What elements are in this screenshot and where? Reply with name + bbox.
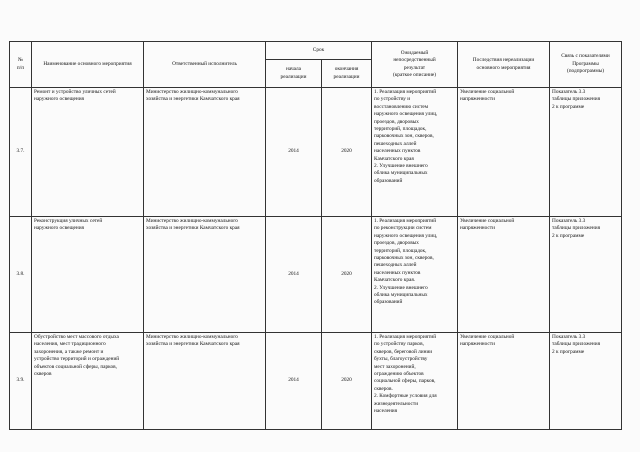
- row-consequence: Увеличение социальной напряженности: [458, 217, 550, 333]
- row-link: Показатель 3.3 таблицы приложения 2 к программе: [550, 333, 622, 430]
- row-start: 2014: [266, 333, 322, 430]
- row-consequence: Увеличение социальной напряженности: [458, 333, 550, 430]
- header-name: Наименование основного мероприятия: [32, 42, 144, 88]
- row-result: 1. Реализация мероприятий по устройству парков, скверов, береговой линии бухты, благоустройству мест захоронений, ограждению объектов социальной сферы, парков, скверов. 2. Комфортные условия для жизнедеятельности населения: [372, 333, 458, 430]
- row-name: Реконструкция уличных сетей наружного освещения: [32, 217, 144, 333]
- header-num: № п/п: [10, 42, 32, 88]
- row-link: Показатель 3.3 таблицы приложения 2 к программе: [550, 217, 622, 333]
- row-name: Обустройство мест массового отдыха населения, мест традиционного захоронения, а также ремонт и устройство территорий и ограждений объектов социальной сферы, парков, скверов: [32, 333, 144, 430]
- header-executor: Ответственный исполнитель: [144, 42, 266, 88]
- row-end: 2020: [322, 217, 372, 333]
- row-executor: Министерство жилищно-коммунального хозяйства и энергетики Камчатского края: [144, 333, 266, 430]
- row-start: 2014: [266, 88, 322, 217]
- row-result: 1. Реализация мероприятий по устройству и восстановлению систем наружного освещения улиц, проездов, дворовых территорий, площадок, парковочных зон, скверов, пешеходных аллей населенных пунктов Камчатского края 2. Улучшение внешнего облика муниципальных образований: [372, 88, 458, 217]
- header-end: окончания реализации: [322, 60, 372, 88]
- table-row: [10, 333, 622, 430]
- header-consequence: Последствия нереализации основного мероприятия: [458, 42, 550, 88]
- row-result: 1. Реализация мероприятий по реконструкции систем наружного освещения улиц, проездов, дворовых территорий, площадок, парковочных зон, скверов, пешеходных аллей населенных пунктов Камчатского края. 2. Улучшение внешнего облика муниципальных образований: [372, 217, 458, 333]
- row-name: Ремонт и устройство уличных сетей наружного освещения: [32, 88, 144, 217]
- row-consequence: Увеличение социальной напряженности: [458, 88, 550, 217]
- row-end: 2020: [322, 333, 372, 430]
- header-link: Связь с показателями Программы (подпрограммы): [550, 42, 622, 88]
- row-num: 3.9.: [10, 333, 32, 430]
- header-result: Ожидаемый непосредственный результат (краткое описание): [372, 42, 458, 88]
- table-header-row: [10, 42, 622, 60]
- row-executor: Министерство жилищно-коммунального хозяйства и энергетики Камчатского края: [144, 217, 266, 333]
- row-start: 2014: [266, 217, 322, 333]
- table-row: [10, 88, 622, 217]
- header-term: Срок: [266, 42, 372, 60]
- row-executor: Министерство жилищно-коммунального хозяйства и энергетики Камчатского края: [144, 88, 266, 217]
- row-link: Показатель 3.3 таблицы приложения 2 к программе: [550, 88, 622, 217]
- row-end: 2020: [322, 88, 372, 217]
- measures-table: [9, 41, 622, 430]
- row-num: 3.7.: [10, 88, 32, 217]
- row-num: 3.8.: [10, 217, 32, 333]
- table-row: [10, 217, 622, 333]
- header-start: начала реализации: [266, 60, 322, 88]
